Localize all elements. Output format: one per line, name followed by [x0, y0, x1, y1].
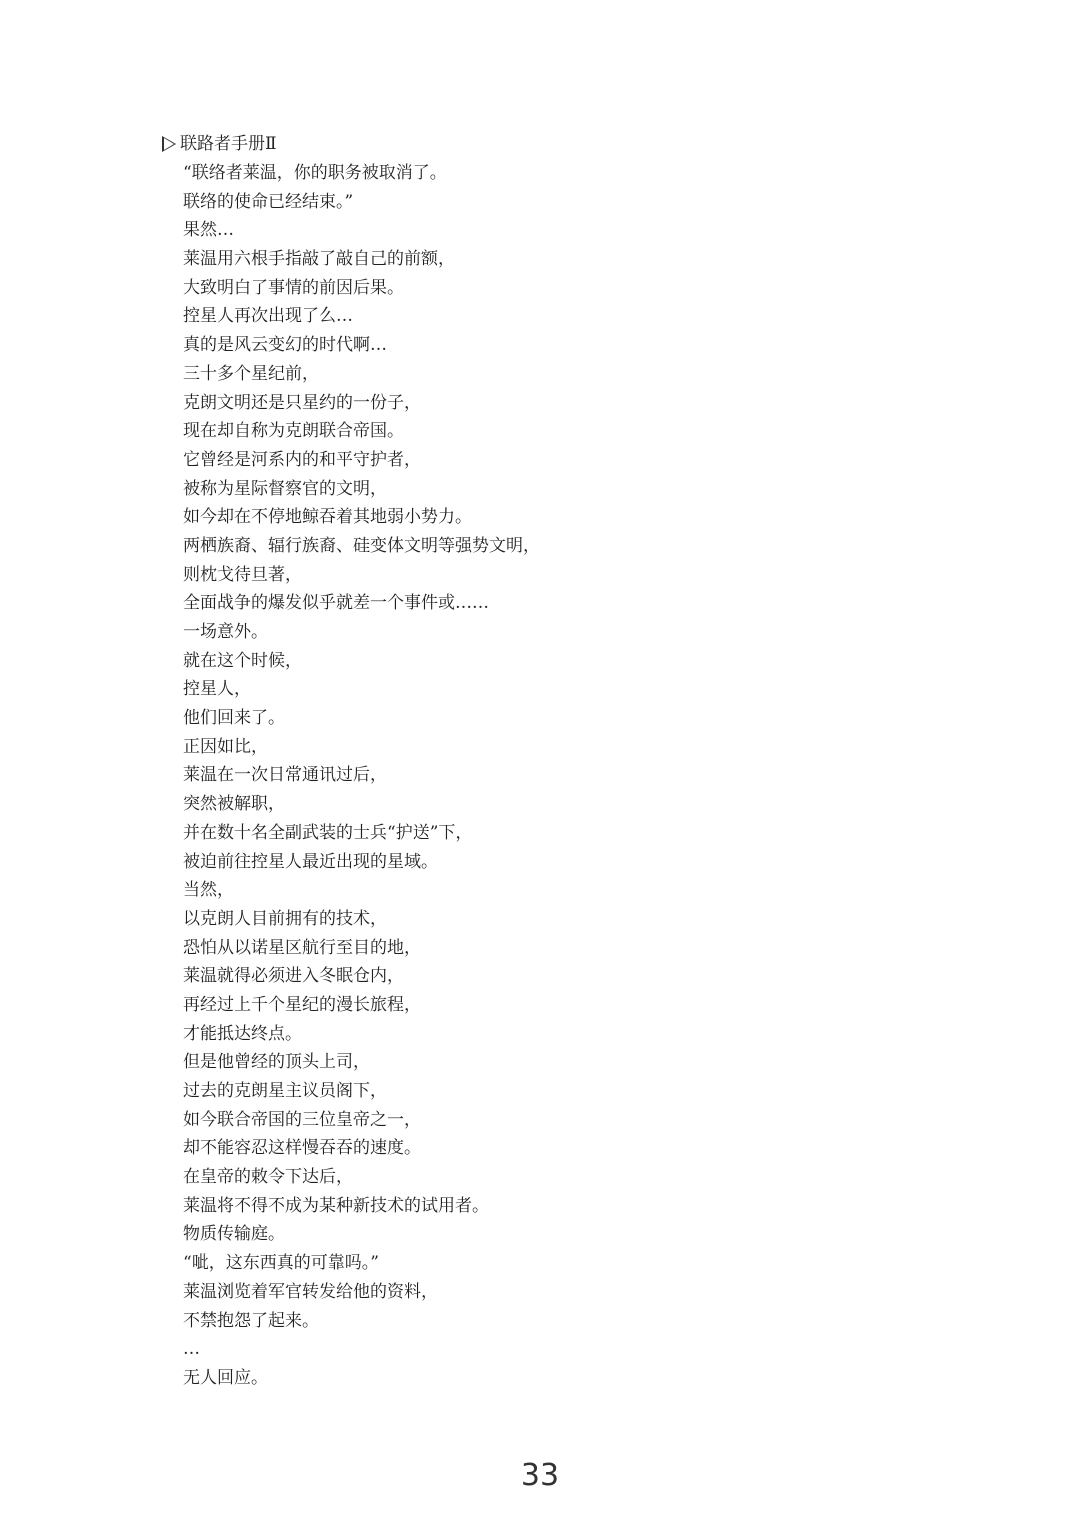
text-line: 克朗文明还是只星约的一份子，: [183, 392, 421, 413]
text-line: 大致明白了事情的前因后果。: [183, 277, 404, 298]
text-line: 被称为星际督察官的文明，: [183, 478, 387, 499]
triangle-outline-icon: [162, 136, 176, 152]
text-line: “呲，这东西真的可靠吗。”: [183, 1253, 379, 1274]
text-line: “联络者莱温，你的职务被取消了。: [183, 163, 447, 183]
text-line: 控星人，: [183, 679, 251, 700]
text-line: 他们回来了。: [183, 708, 285, 729]
text-line: 正因如比，: [183, 736, 268, 757]
text-line: 恐怕从以诺星区航行至目的地，: [183, 937, 421, 958]
text-line: 就在这个时候，: [183, 650, 302, 671]
chapter-heading: [162, 130, 277, 158]
text-line: 一场意外。: [183, 622, 268, 642]
text-line: 真的是风云变幻的时代啊…: [183, 335, 387, 356]
text-line: 不禁抱怨了起来。: [183, 1310, 319, 1331]
text-line: 莱温就得必须进入冬眠仓内，: [183, 966, 404, 987]
text-line: 两栖族裔、辐行族裔、硅变体文明等强势文明，: [183, 535, 540, 556]
chapter-title: 联路者手册Ⅱ: [180, 134, 277, 154]
text-line: 无人回应。: [183, 1367, 268, 1388]
text-line: 莱温浏览着军官转发给他的资料，: [183, 1281, 438, 1302]
text-line: 物质传输庭。: [183, 1224, 285, 1245]
text-line: 却不能容忍这样慢吞吞的速度。: [183, 1138, 421, 1159]
body-text: [183, 159, 903, 1393]
text-line: 莱温将不得不成为某种新技术的试用者。: [183, 1195, 489, 1216]
text-line: 联络的使命已经结束。”: [183, 191, 354, 212]
text-line: 当然，: [183, 880, 234, 901]
text-line: 现在却自称为克朗联合帝国。: [183, 421, 404, 442]
text-line: 则枕戈待旦著，: [183, 564, 302, 585]
text-line: 才能抵达终点。: [183, 1023, 302, 1044]
text-line: 果然…: [183, 220, 234, 241]
text-line: 三十多个星纪前，: [183, 363, 319, 384]
text-line: 如今却在不停地鲸吞着其地弱小势力。: [183, 507, 472, 528]
text-line: 以克朗人目前拥有的技术，: [183, 908, 387, 929]
text-line: 但是他曾经的顶头上司，: [183, 1052, 370, 1073]
text-line: …: [183, 1339, 200, 1360]
text-line: 再经过上千个星纪的漫长旅程，: [183, 994, 421, 1015]
text-line: 全面战争的爆发似乎就差一个事件或……: [183, 593, 489, 614]
text-line: 过去的克朗星主议员阁下，: [183, 1081, 387, 1101]
text-line: 莱温在一次日常通讯过后，: [183, 765, 387, 786]
page-number: 33: [520, 1458, 560, 1493]
text-line: 突然被解职，: [183, 794, 285, 815]
text-line: 它曾经是河系内的和平守护者，: [183, 449, 421, 470]
text-line: 并在数十名全副武装的士兵“护送”下，: [183, 822, 473, 843]
text-line: 在皇帝的敕令下达后，: [183, 1167, 353, 1188]
text-line: 被迫前往控星人最近出现的星域。: [183, 851, 438, 872]
text-line: 如今联合帝国的三位皇帝之一，: [183, 1109, 421, 1130]
text-line: 控星人再次出现了么…: [183, 306, 353, 327]
text-line: 莱温用六根手指敲了敲自己的前额，: [183, 249, 455, 270]
